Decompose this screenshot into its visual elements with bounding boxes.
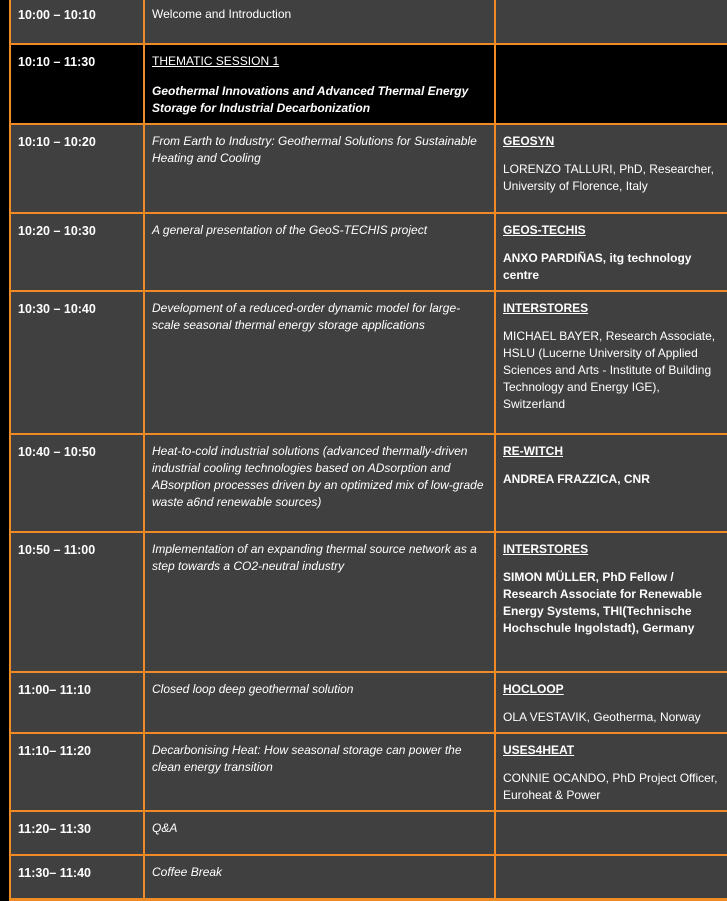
speaker-cell	[495, 733, 727, 811]
time-cell: 11:10– 11:20	[10, 733, 144, 811]
time-cell: 10:50 – 11:00	[10, 532, 144, 672]
time-cell: 11:00– 11:10	[10, 672, 144, 733]
table-row	[10, 532, 727, 672]
project-name: GEOSYN	[503, 134, 555, 148]
table-row	[10, 855, 727, 899]
speaker-name: ANXO PARDIÑAS, itg technology centre	[503, 251, 692, 282]
session-label: THEMATIC SESSION 1	[152, 54, 280, 68]
speaker-cell	[495, 0, 727, 44]
speaker-name: LORENZO TALLURI, PhD, Researcher, University of Florence, Italy	[503, 162, 714, 193]
project-name: HOCLOOP	[503, 682, 564, 696]
table-row	[10, 811, 727, 855]
project-name: RE-WITCH	[503, 444, 563, 458]
speaker-cell	[495, 291, 727, 434]
time-cell: 10:10 – 10:20	[10, 124, 144, 213]
table-row	[10, 0, 727, 44]
table-row	[10, 672, 727, 733]
speaker-name: SIMON MÜLLER, PhD Fellow / Research Associate for Renewable Energy Systems, THI(Technische Hochschule Ingolstadt), Germany	[503, 570, 702, 635]
speaker-cell	[495, 532, 727, 672]
time-cell: 10:20 – 10:30	[10, 213, 144, 291]
speaker-name: ANDREA FRAZZICA, CNR	[503, 472, 650, 486]
title-cell: Closed loop deep geothermal solution	[144, 672, 495, 733]
speaker-cell	[495, 434, 727, 532]
speaker-name: MICHAEL BAYER, Research Associate, HSLU (Lucerne University of Applied Sciences and Arts - Institute of Building Technology and Energy IGE), Switzerland	[503, 329, 716, 411]
table-row	[10, 213, 727, 291]
table-row	[10, 291, 727, 434]
time-cell: 10:40 – 10:50	[10, 434, 144, 532]
speaker-cell	[495, 855, 727, 899]
speaker-cell	[495, 44, 727, 124]
title-cell: Heat-to-cold industrial solutions (advanced thermally-driven industrial cooling technologies based on ADsorption and ABsorption processes driven by an optimized mix of low-grade waste a6nd renewable sources)	[144, 434, 495, 532]
session-cell	[144, 44, 495, 124]
title-cell: Decarbonising Heat: How seasonal storage can power the clean energy transition	[144, 733, 495, 811]
project-name: USES4HEAT	[503, 743, 575, 757]
time-cell: 10:30 – 10:40	[10, 291, 144, 434]
project-name: GEOS-TECHIS	[503, 223, 586, 237]
project-name: INTERSTORES	[503, 301, 589, 315]
project-name: INTERSTORES	[503, 542, 589, 556]
time-cell: 11:30– 11:40	[10, 855, 144, 899]
table-row	[10, 733, 727, 811]
time-cell: 11:20– 11:30	[10, 811, 144, 855]
title-cell: From Earth to Industry: Geothermal Solutions for Sustainable Heating and Cooling	[144, 124, 495, 213]
title-cell: Q&A	[144, 811, 495, 855]
speaker-name: CONNIE OCANDO, PhD Project Officer, Euroheat & Power	[503, 771, 718, 802]
speaker-name: OLA VESTAVIK, Geotherma, Norway	[503, 710, 701, 724]
speaker-cell	[495, 811, 727, 855]
title-cell: Implementation of an expanding thermal source network as a step towards a CO2-neutral industry	[144, 532, 495, 672]
title-cell: Welcome and Introduction	[144, 0, 495, 44]
speaker-cell	[495, 672, 727, 733]
title-cell: Development of a reduced-order dynamic model for large-scale seasonal thermal energy storage applications	[144, 291, 495, 434]
session-row	[10, 44, 727, 124]
table-row	[10, 434, 727, 532]
title-cell: Coffee Break	[144, 855, 495, 899]
agenda-table	[9, 0, 727, 901]
speaker-cell	[495, 213, 727, 291]
session-title: Geothermal Innovations and Advanced Thermal Energy Storage for Industrial Decarbonization	[152, 84, 469, 115]
time-cell: 10:10 – 11:30	[10, 44, 144, 124]
speaker-cell	[495, 124, 727, 213]
table-row	[10, 124, 727, 213]
title-cell: A general presentation of the GeoS-TECHIS project	[144, 213, 495, 291]
time-cell: 10:00 – 10:10	[10, 0, 144, 44]
